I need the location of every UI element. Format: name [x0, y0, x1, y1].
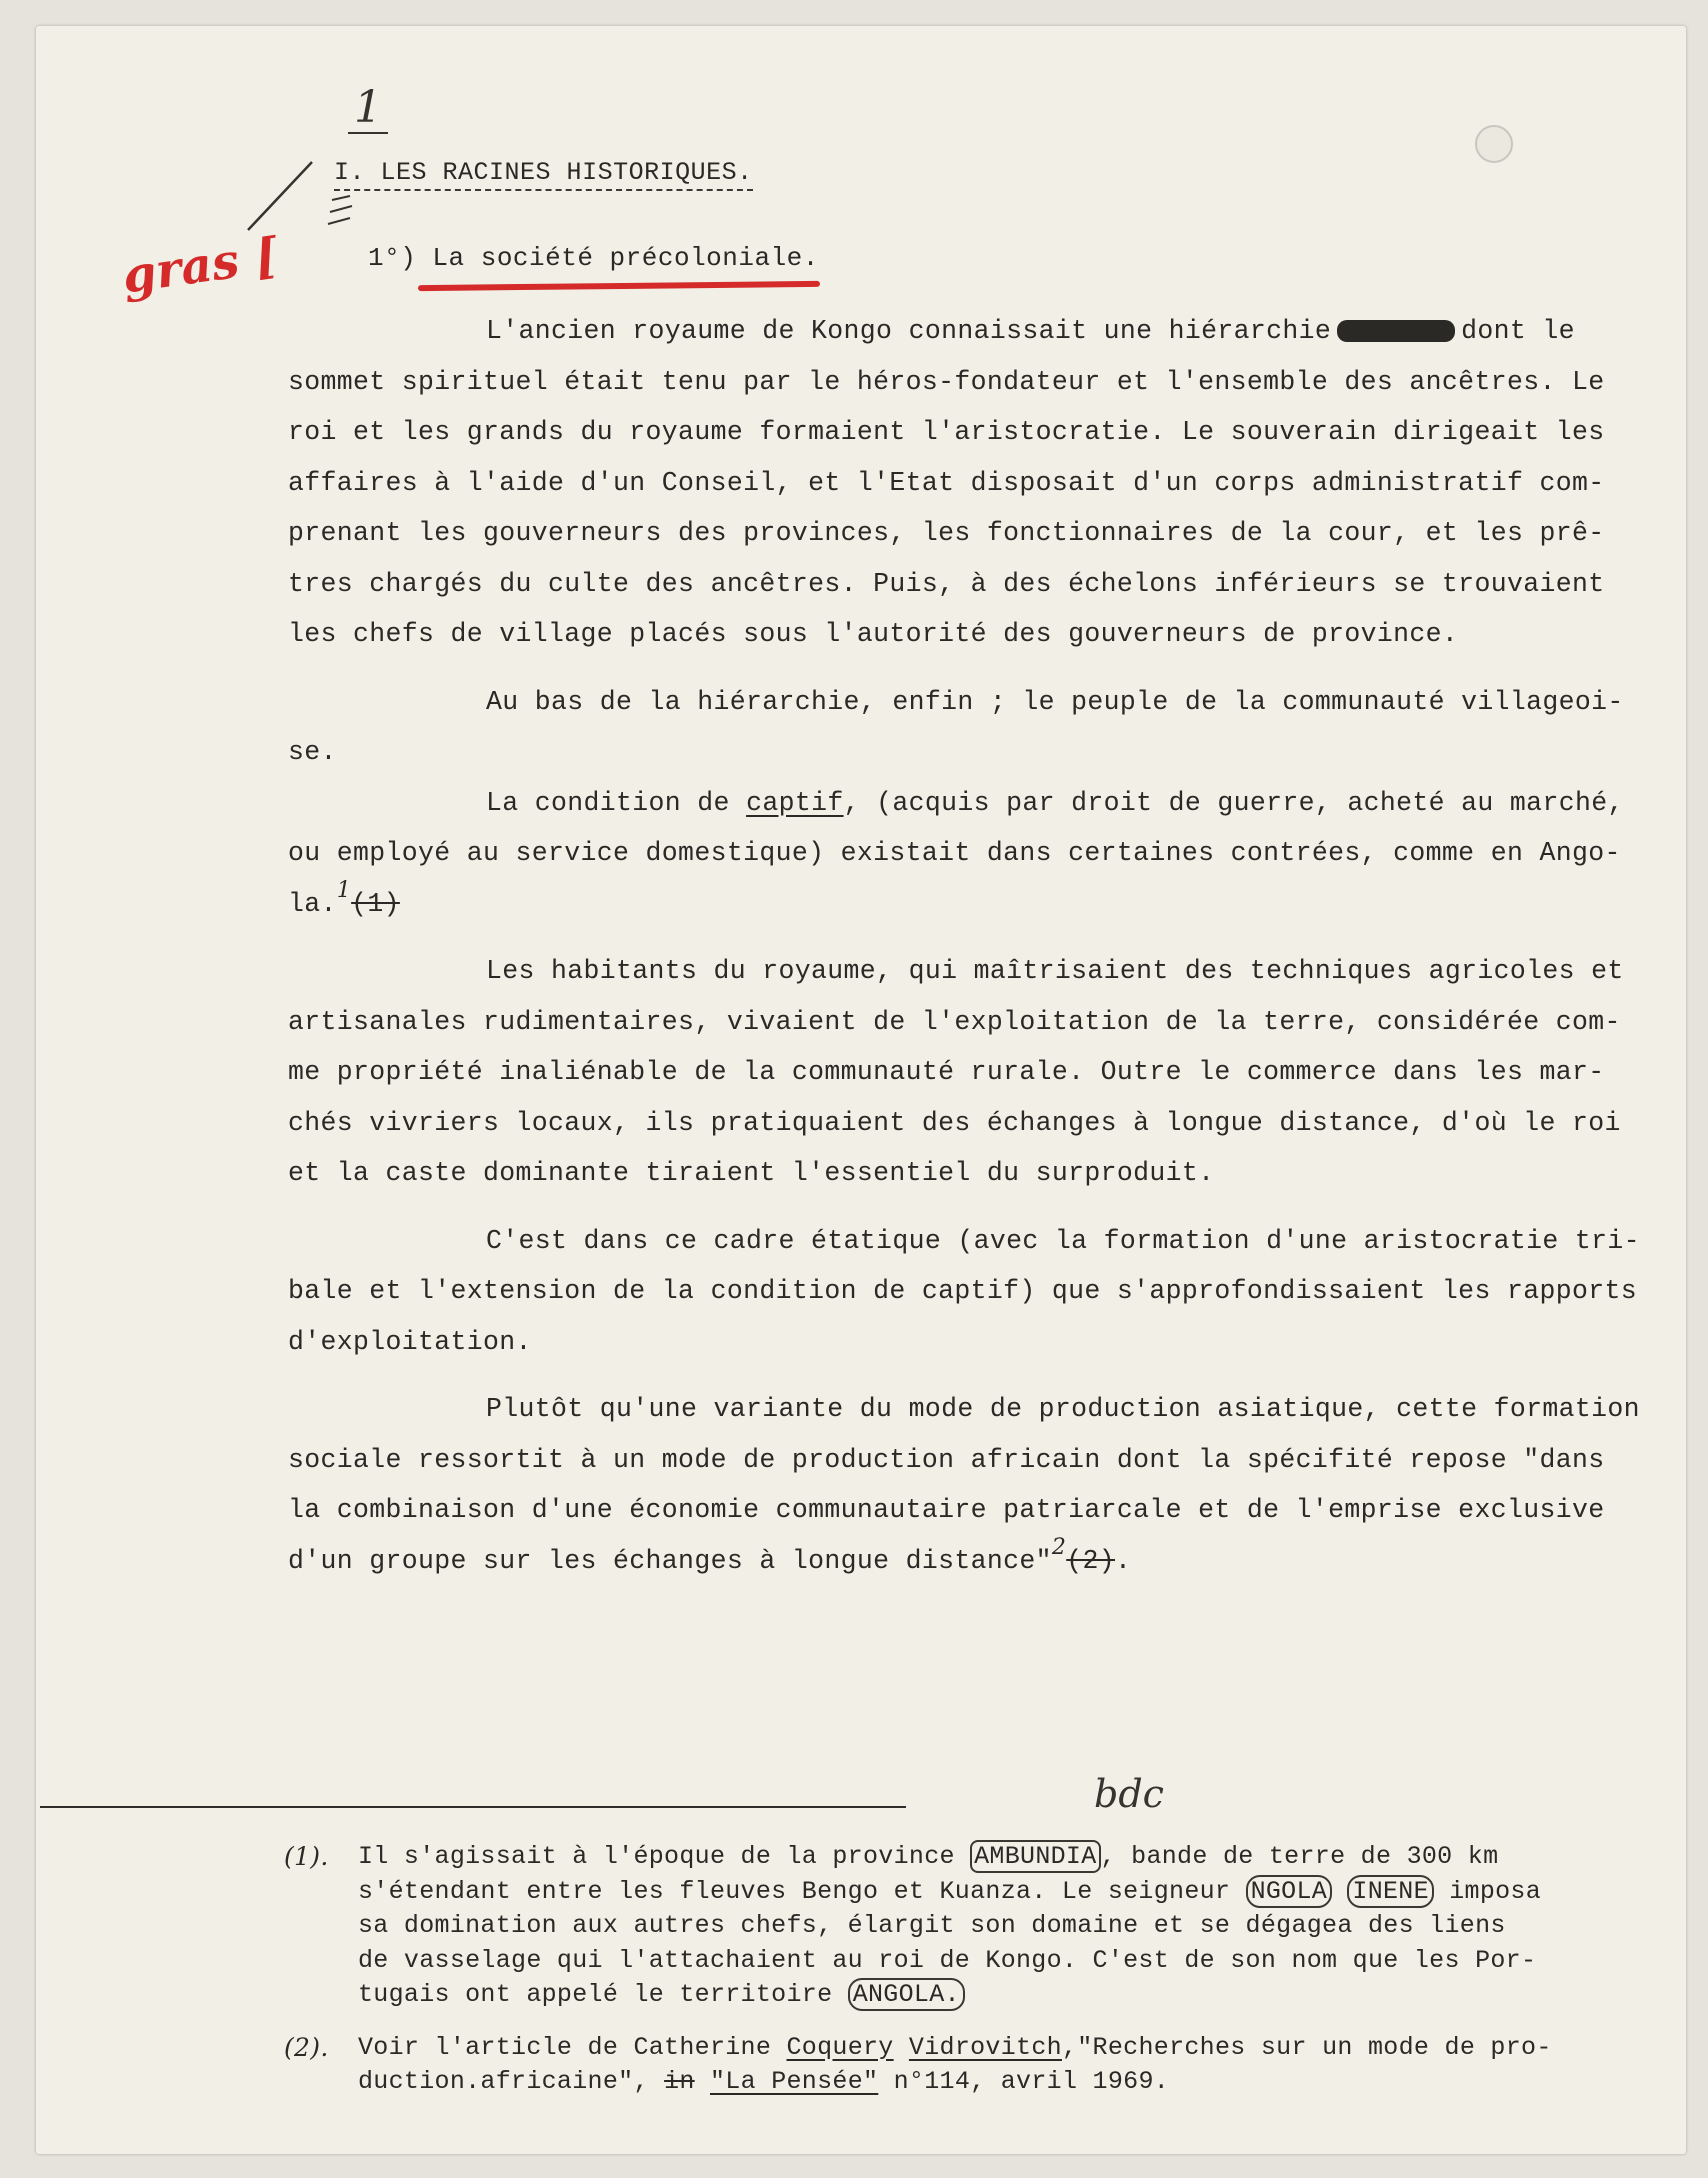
text-line: se.	[288, 737, 337, 767]
text-line: et la caste dominante tiraient l'essentiel du surproduit.	[288, 1158, 1215, 1188]
footnote-separator	[40, 1806, 906, 1808]
text-line: d'un groupe sur les échanges à longue distance"$^2$(2).	[288, 1534, 1132, 1576]
struck-word: in	[664, 2067, 695, 2096]
heading-number: I.	[334, 158, 366, 187]
text-line: bale et l'extension de la condition de captif) que s'approfondissaient les rapports	[288, 1276, 1637, 1306]
footnote-2: (2). Voir l'article de Catherine Coquery Vidrovitch,"Recherches sur un mode de pro- duction.africaine", in "La Pensée" n°114, avril 1969.	[284, 2032, 1552, 2096]
text-line: les chefs de village placés sous l'autorité des gouverneurs de province.	[288, 619, 1459, 649]
text-line: Plutôt qu'une variante du mode de production asiatique, cette formation	[486, 1394, 1640, 1424]
footnote-marker: (1).	[284, 1842, 329, 1871]
underlined-word: Coquery	[786, 2032, 894, 2062]
footnotes	[284, 1840, 1668, 2118]
text-line: sociale ressortit à un mode de production africain dont la spécifité repose "dans	[288, 1444, 1605, 1475]
struck-footnote-ref: (1)	[351, 888, 400, 919]
struck-footnote-ref: (2)	[1066, 1545, 1115, 1576]
footnote-line: sa domination aux autres chefs, élargit son domaine et se dégagea des liens	[358, 1911, 1506, 1940]
text-line: prenant les gouverneurs des provinces, les fonctionnaires de la cour, et les prê-	[288, 518, 1605, 548]
text-line: ou employé au service domestique) existait dans certaines contrées, comme en Ango-	[288, 838, 1621, 868]
circled-word: NGOLA	[1246, 1875, 1333, 1908]
text-line: Au bas de la hiérarchie, enfin ; le peuple de la communauté villageoi-	[486, 686, 1624, 717]
section-heading	[368, 243, 819, 273]
text-line: tres chargés du culte des ancêtres. Puis, à des échelons inférieurs se trouvaient	[288, 568, 1605, 599]
footnote-line: de vasselage qui l'attachaient au roi de Kongo. C'est de son nom que les Por-	[358, 1945, 1537, 1975]
heading-title: LES RACINES HISTORIQUES.	[380, 158, 753, 187]
text-line: la combinaison d'une économie communautaire patriarcale et de l'emprise exclusive	[288, 1495, 1605, 1525]
underlined-word: Vidrovitch	[908, 2032, 1062, 2062]
text-line: affaires à l'aide d'un Conseil, et l'Etat disposait d'un corps administratif com-	[288, 467, 1605, 498]
margin-red-note: gras [	[118, 227, 282, 305]
footnote-margin-note: bdc	[1094, 1772, 1164, 1816]
circled-word: ANGOLA.	[848, 1978, 965, 2011]
underlined-word: captif	[746, 787, 844, 818]
handwritten-page-number: 1	[348, 84, 388, 134]
footnote-1: (1). Il s'agissait à l'époque de la province AMBUNDIA , bande de terre de 300 km s'étendant entre les fleuves Bengo et Kuanza. Le seigneur NGOLA INENE imposa sa domination aux autres chefs, élargit son domaine et se dégagea des liens de vasselage qui l'attachaient au roi de Kongo. C'est de son nom que les Por- tugais ont appelé le territoire ANGOLA.	[288, 1840, 1668, 2013]
text-line: C'est dans ce cadre étatique (avec la formation d'une aristocratie tri-	[486, 1225, 1640, 1256]
text-line: L'ancien royaume de Kongo connaissait une hiérarchie dont le	[486, 316, 1575, 346]
chapter-heading	[334, 158, 753, 191]
redaction-mark	[1337, 320, 1455, 342]
text-line: me propriété inaliénable de la communauté rurale. Outre le commerce dans les mar-	[288, 1057, 1605, 1087]
circled-word: INENE	[1347, 1875, 1434, 1908]
text-line: d'exploitation.	[288, 1326, 532, 1357]
text-line: chés vivriers locaux, ils pratiquaient des échanges à longue distance, d'où le roi	[288, 1107, 1621, 1138]
text-line: roi et les grands du royaume formaient l'aristocratie. Le souverain dirigeait les	[288, 417, 1605, 447]
section-number: 1°)	[368, 243, 417, 273]
text-line: La condition de captif, (acquis par droit de guerre, acheté au marché,	[486, 787, 1624, 818]
boxed-word: AMBUNDIA	[970, 1840, 1100, 1873]
text-line: artisanales rudimentaires, vivaient de l'exploitation de la terre, considérée com-	[288, 1006, 1621, 1037]
body-text	[288, 306, 1668, 1586]
text-line: sommet spirituel était tenu par le héros-fondateur et l'ensemble des ancêtres. Le	[288, 366, 1605, 397]
section-title: La société précoloniale.	[432, 243, 819, 273]
handwritten-footnote-ref: 1	[336, 877, 352, 903]
paper-stain	[1475, 125, 1513, 163]
handwritten-footnote-ref: 2	[1051, 1534, 1067, 1560]
text-line: la.$^1$(1)	[288, 877, 400, 919]
footnote-marker: (2).	[284, 2032, 329, 2062]
text-line: Les habitants du royaume, qui maîtrisaient des techniques agricoles et	[486, 956, 1624, 986]
underlined-title: "La Pensée"	[709, 2067, 879, 2096]
